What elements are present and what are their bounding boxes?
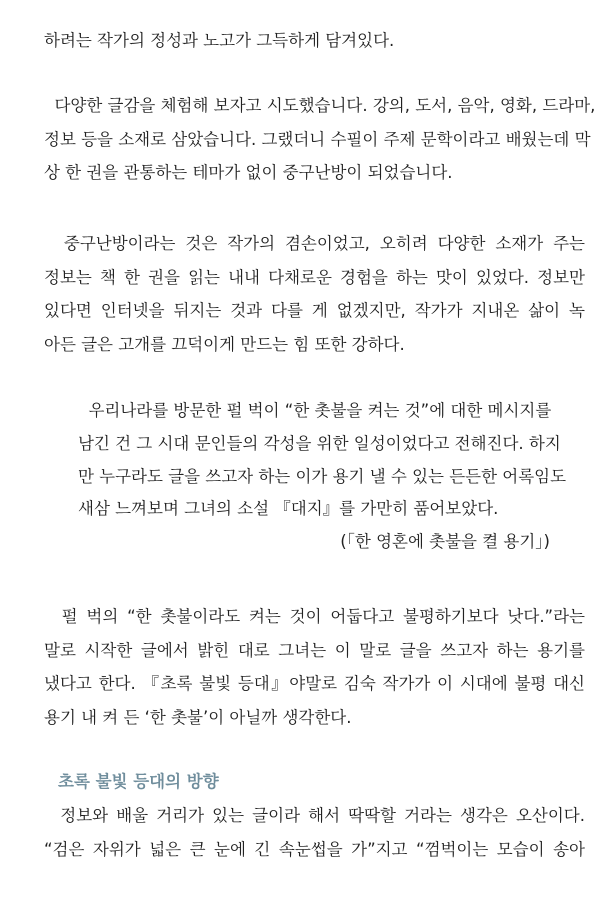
paragraph-glgam <box>44 89 596 190</box>
text-line: 정보와 배울 거리가 있는 글이라 해서 딱딱할 거라는 생각은 오산이다. <box>44 806 585 825</box>
section-heading: 초록 불빛 등대의 방향 <box>58 772 219 791</box>
paragraph-section <box>44 799 585 866</box>
text-line: 냈다고 한다. 『초록 불빛 등대』야말로 김숙 작가가 이 시대에 불평 대신 <box>44 674 585 693</box>
text-line: 정보는 책 한 권을 읽는 내내 다채로운 경험을 하는 맛이 있었다. 정보만 <box>44 267 585 287</box>
text-line: 하려는 작가의 정성과 노고가 그득하게 담겨있다. <box>44 31 395 50</box>
text-line: 정보 등을 소재로 삼았습니다. 그랬더니 수필이 주제 문학이라고 배웠는데 막 <box>44 129 591 149</box>
text-line: “검은 자위가 넓은 큰 눈에 긴 속눈썹을 가”지고 “껌벅이는 모습이 송아 <box>44 839 585 859</box>
text-line: 중구난방이라는 것은 작가의 겸손이었고, 오히려 다양한 소재가 주는 <box>44 234 585 253</box>
quote-citation: (「한 영혼에 촛불을 켤 용기」) <box>340 532 550 552</box>
paragraph-jungguanbang <box>44 227 585 361</box>
quote-line: 남긴 건 그 시대 문인들의 각성을 위한 일성이었다고 전해진다. 하지 <box>78 433 561 453</box>
paragraph-intro <box>44 24 585 58</box>
paragraph-pearl-buck <box>44 600 585 734</box>
text-line: 용기 내 켜 든 ‘한 촛불’이 아닐까 생각한다. <box>44 707 352 727</box>
text-line: 아든 글은 고개를 끄덕이게 만드는 힘 또한 강하다. <box>44 334 405 354</box>
block-quote <box>78 395 567 559</box>
text-line: 말로 시작한 글에서 밝힌 대로 그녀는 이 말로 글을 쓰고자 하는 용기를 <box>44 640 585 660</box>
text-line: 있다면 인터넷을 뒤지는 것과 다를 게 없겠지만, 작가가 지내온 삶이 녹 <box>44 301 585 320</box>
text-line: 펄 벅의 “한 촛불이라도 켜는 것이 어둡다고 불평하기보다 낫다.”라는 <box>44 607 585 626</box>
text-line: 상 한 권을 관통하는 테마가 없이 중구난방이 되었습니다. <box>44 163 453 182</box>
text-line: 다양한 글감을 체험해 보자고 시도했습니다. 강의, 도서, 음악, 영화, 드라마, <box>44 96 596 115</box>
quote-line: 만 누구라도 글을 쓰고자 하는 이가 용기 낼 수 있는 든든한 어록임도 <box>78 466 567 486</box>
quote-line: 우리나라를 방문한 펄 벅이 “한 촛불을 켜는 것”에 대한 메시지를 <box>78 401 552 420</box>
quote-line: 새삼 느껴보며 그녀의 소설 『대지』를 가만히 품어보았다. <box>78 499 499 519</box>
